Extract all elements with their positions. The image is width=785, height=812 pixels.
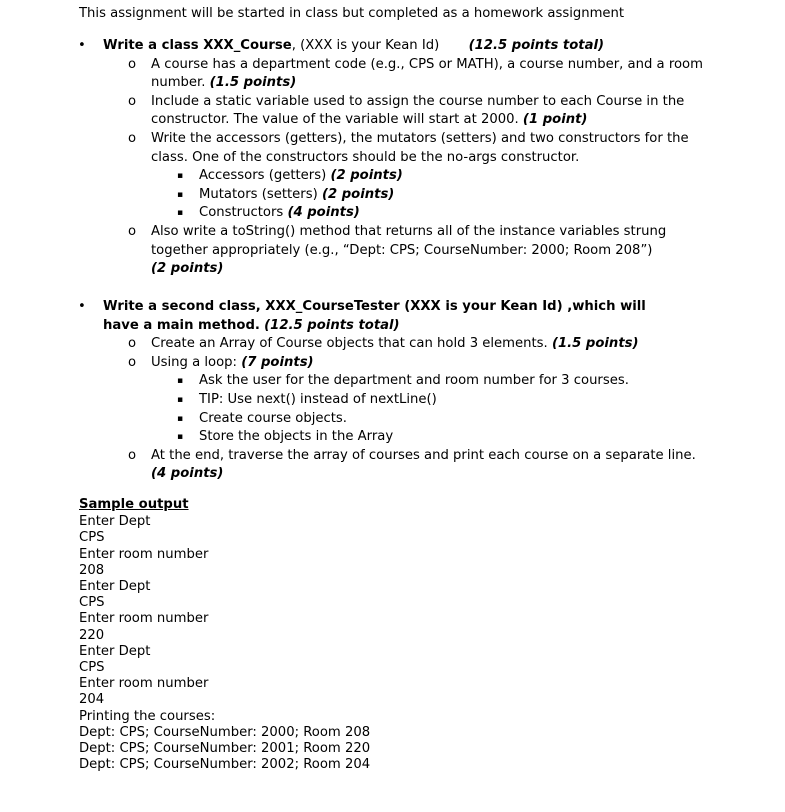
- circle-bullet-icon: o: [128, 223, 137, 239]
- item-points: (1.5 points): [551, 336, 639, 352]
- square-bullet-icon: ▪: [177, 208, 184, 219]
- sample-line: Dept: CPS; CourseNumber: 2000; Room 208: [79, 724, 371, 740]
- sample-line: Enter room number: [79, 676, 209, 692]
- heading-bold: Write a second class, XXX_CourseTester (XXX is your Kean Id) ,which will have a main method.: [103, 299, 646, 333]
- sub-item-text: Create course objects.: [199, 410, 347, 426]
- sample-line: CPS: [79, 660, 105, 676]
- sample-output-title: Sample output: [79, 497, 189, 512]
- sub-list-item: [0, 391, 785, 410]
- intro-text: This assignment will be started in class but completed as a homework assignment: [79, 6, 625, 21]
- item-points: (2 points): [151, 261, 224, 277]
- square-bullet-icon: ▪: [177, 432, 184, 443]
- sample-line: 208: [79, 562, 105, 578]
- item-text: A course has a department code (e.g., CPS or MATH), a course number, and a room number.: [151, 56, 703, 91]
- sub-item-text: Accessors (getters): [199, 168, 327, 184]
- list-item: [0, 335, 785, 354]
- item-text: Create an Array of Course objects that can hold 3 elements.: [151, 336, 548, 352]
- sample-line: 204: [79, 692, 105, 708]
- item-text: At the end, traverse the array of courses and print each course on a separate line.: [151, 447, 696, 463]
- sample-line: Enter Dept: [79, 643, 151, 659]
- heading-normal: , (XXX is your Kean Id): [291, 38, 440, 53]
- sub-item-text: Mutators (setters): [199, 186, 318, 202]
- bullet-icon: •: [78, 38, 86, 53]
- square-bullet-icon: ▪: [177, 171, 184, 182]
- sample-line: Enter Dept: [79, 579, 151, 595]
- sub-list-item: [0, 186, 785, 205]
- list-item: [0, 93, 785, 130]
- sub-list-item: [0, 428, 785, 447]
- section-course-tester: [0, 298, 785, 484]
- sub-list-item: [0, 410, 785, 429]
- heading-points: (12.5 points total): [468, 38, 605, 53]
- sample-line: 220: [79, 627, 105, 643]
- circle-bullet-icon: o: [128, 354, 137, 370]
- heading-bold: Write a class XXX_Course: [103, 38, 292, 53]
- square-bullet-icon: ▪: [177, 376, 184, 387]
- bullet-icon: •: [78, 299, 86, 314]
- sub-list-item: [0, 372, 785, 391]
- sub-item-text: Ask the user for the department and room number for 3 courses.: [199, 373, 629, 389]
- sample-line: CPS: [79, 530, 105, 546]
- sample-output: [79, 497, 370, 773]
- list-item: [0, 447, 785, 484]
- item-text: Write the accessors (getters), the mutators (setters) and two constructors for the class. One of the constructors should be the no-args constructor.: [151, 130, 689, 165]
- square-bullet-icon: ▪: [177, 413, 184, 424]
- sub-item-points: (4 points): [287, 205, 360, 221]
- list-item: [0, 223, 785, 279]
- sub-item-text: TIP: Use next() instead of nextLine(): [199, 391, 437, 407]
- section-heading: [0, 298, 785, 335]
- square-bullet-icon: ▪: [177, 189, 184, 200]
- section-course-class: [0, 37, 785, 279]
- sample-line: Enter room number: [79, 611, 209, 627]
- sample-line: Dept: CPS; CourseNumber: 2002; Room 204: [79, 757, 371, 773]
- sample-line: Enter Dept: [79, 514, 151, 530]
- circle-bullet-icon: o: [128, 447, 137, 463]
- circle-bullet-icon: o: [128, 93, 137, 109]
- sample-line: Printing the courses:: [79, 708, 216, 724]
- list-item: [0, 56, 785, 93]
- sample-line: Enter room number: [79, 546, 209, 562]
- sub-item-text: Store the objects in the Array: [199, 429, 394, 445]
- sub-item-points: (2 points): [330, 168, 403, 184]
- item-points: (4 points): [151, 466, 224, 482]
- list-item: [0, 130, 785, 167]
- circle-bullet-icon: o: [128, 56, 137, 72]
- section-heading: [0, 37, 785, 56]
- sample-line: Dept: CPS; CourseNumber: 2001; Room 220: [79, 741, 371, 757]
- square-bullet-icon: ▪: [177, 394, 184, 405]
- list-item: [0, 354, 785, 373]
- item-points: (7 points): [241, 354, 314, 370]
- sub-list-item: [0, 204, 785, 223]
- sub-list-item: [0, 167, 785, 186]
- item-text: Using a loop:: [151, 354, 237, 370]
- item-text: Also write a toString() method that returns all of the instance variables strung together appropriately (e.g., “Dept: CPS; CourseNumber: 2000; Room 208”): [151, 223, 667, 258]
- item-text: Include a static variable used to assign the course number to each Course in the constructor. The value of the variable will start at 2000.: [151, 93, 685, 128]
- sub-item-points: (2 points): [321, 186, 395, 202]
- item-points: (1 point): [522, 112, 588, 128]
- sub-item-text: Constructors: [199, 205, 284, 221]
- item-points: (1.5 points): [209, 75, 297, 91]
- heading-points: (12.5 points total): [264, 317, 400, 333]
- circle-bullet-icon: o: [128, 130, 137, 146]
- sample-line: CPS: [79, 595, 105, 611]
- circle-bullet-icon: o: [128, 336, 137, 352]
